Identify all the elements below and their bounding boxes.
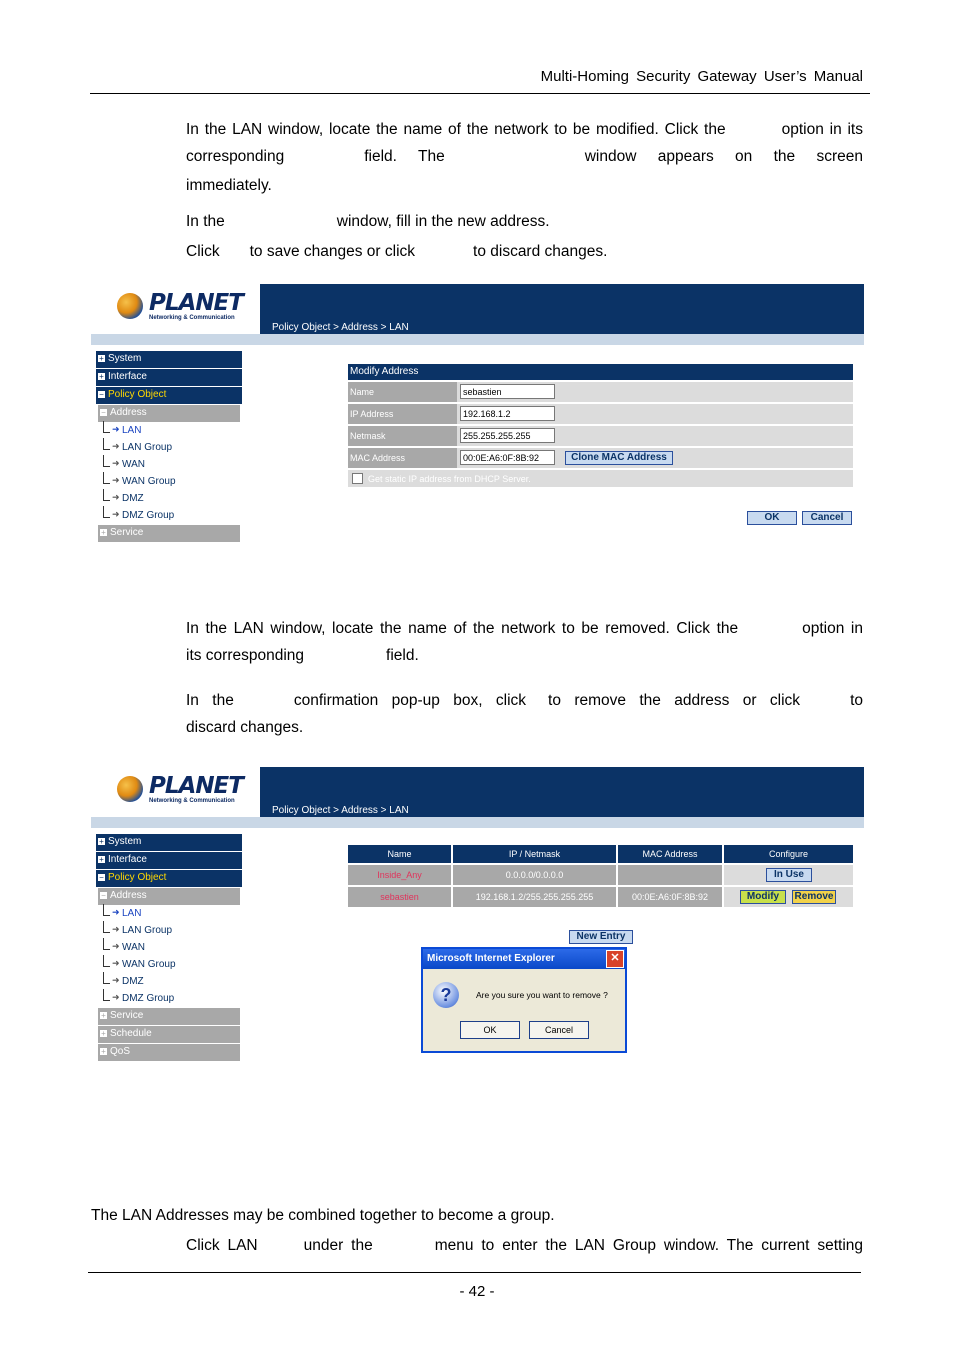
menu-item-system[interactable]	[96, 351, 242, 368]
cell-name: sebastien	[348, 887, 451, 907]
name-input[interactable]: sebastien	[460, 384, 555, 399]
collapse-icon: −	[99, 390, 104, 399]
cell-ip: 192.168.1.2/255.255.255.255	[453, 887, 616, 907]
submenu-wan-group[interactable]	[96, 474, 242, 491]
submenu-wan[interactable]	[96, 457, 242, 474]
table-row	[348, 887, 853, 907]
modify-button[interactable]: Modify	[740, 890, 786, 904]
label: Service	[110, 527, 144, 538]
menu-item-address[interactable]	[98, 405, 240, 422]
text: menu to enter the LAN Group window. The current setting	[434, 1237, 864, 1254]
label: WAN	[122, 942, 145, 953]
tree-line	[103, 972, 110, 984]
breadcrumb: Policy Object > Address > LAN	[272, 322, 409, 333]
submenu-dmz-group[interactable]	[96, 508, 242, 525]
in-use-button[interactable]: In Use	[766, 868, 812, 882]
logo-subtitle: Networking & Communication	[149, 315, 235, 321]
arrow-right-icon: ➜	[112, 975, 120, 985]
dialog-titlebar	[423, 949, 625, 969]
text: to remove the address or click	[548, 692, 801, 709]
submenu-dmz[interactable]	[96, 974, 242, 991]
arrow-right-icon: ➜	[112, 458, 120, 468]
menu-item-policy-object[interactable]	[96, 387, 242, 404]
text: to discard changes.	[473, 243, 608, 260]
cell-configure	[724, 887, 853, 907]
tree-line	[103, 472, 110, 484]
new-entry-button[interactable]: New Entry	[569, 930, 633, 944]
dialog-title: Microsoft Internet Explorer	[427, 953, 555, 964]
expand-icon: +	[99, 372, 104, 381]
planet-logo	[91, 284, 260, 334]
menu-item-service[interactable]	[98, 1008, 240, 1025]
submenu-lan-group[interactable]	[96, 440, 242, 457]
text: In the LAN window, locate the name of the network to be removed. Click the	[186, 620, 739, 637]
question-icon: ?	[433, 982, 459, 1008]
screenshot-remove-address	[91, 767, 864, 1067]
paragraph-remove-line2	[186, 642, 419, 669]
cell-configure	[724, 865, 853, 885]
column-header: Configure	[724, 845, 853, 863]
dialog-cancel-button[interactable]: Cancel	[529, 1021, 589, 1039]
text: Click LAN	[186, 1237, 258, 1254]
dhcp-checkbox[interactable]	[352, 473, 363, 484]
collapse-icon: −	[101, 891, 106, 900]
submenu-dmz[interactable]	[96, 491, 242, 508]
menu-item-schedule[interactable]	[98, 1026, 240, 1043]
text: its corresponding	[186, 647, 305, 664]
row-mac-address	[348, 448, 853, 468]
label: Service	[110, 1010, 144, 1021]
arrow-right-icon: ➜	[112, 509, 120, 519]
paragraph-confirm-line2: discard changes.	[186, 719, 304, 736]
text: confirmation pop-up box, click	[293, 692, 527, 709]
text: Modify Address	[350, 366, 419, 377]
text: option in	[802, 620, 863, 637]
expand-icon: +	[99, 855, 104, 864]
row-ip-address	[348, 404, 853, 424]
expand-icon: +	[99, 837, 104, 846]
globe-icon	[117, 776, 143, 802]
submenu-lan-group[interactable]	[96, 923, 242, 940]
label: Address	[110, 407, 147, 418]
text: In the	[186, 692, 234, 709]
label: Interface	[108, 854, 147, 865]
label: IP Address	[350, 409, 394, 419]
text: In the LAN window, locate the name of the network to be modified. Click the	[186, 121, 726, 138]
table-header	[348, 845, 853, 863]
sidebar-menu	[96, 351, 242, 543]
arrow-right-icon: ➜	[112, 941, 120, 951]
dialog-ok-button[interactable]: OK	[460, 1021, 520, 1039]
tree-line	[103, 904, 110, 916]
label: Policy Object	[108, 872, 167, 883]
text: Click	[186, 243, 220, 260]
tree-line	[103, 921, 110, 933]
label: WAN	[122, 459, 145, 470]
arrow-right-icon: ➜	[112, 992, 120, 1002]
menu-item-address[interactable]	[98, 888, 240, 905]
close-icon[interactable]: ✕	[606, 950, 624, 968]
logo-subtitle: Networking & Communication	[149, 798, 235, 804]
planet-logo	[91, 767, 260, 817]
text: window appears on the screen	[584, 148, 863, 165]
row-name	[348, 382, 853, 402]
collapse-icon: −	[99, 873, 104, 882]
label: LAN Group	[122, 925, 173, 936]
submenu-dmz-group[interactable]	[96, 991, 242, 1008]
ip-address-input[interactable]: 192.168.1.2	[460, 406, 555, 421]
ok-button[interactable]: OK	[747, 511, 797, 525]
lan-address-table	[348, 845, 853, 909]
label: DMZ	[122, 976, 144, 987]
logo-text: PLANET	[149, 773, 243, 799]
label: LAN	[122, 908, 142, 919]
modify-address-form	[348, 364, 853, 489]
paragraph-confirm-line1	[186, 687, 863, 714]
clone-mac-button[interactable]: Clone MAC Address	[565, 451, 673, 465]
arrow-right-icon: ➜	[112, 424, 120, 434]
globe-icon	[117, 293, 143, 319]
submenu-lan[interactable]	[96, 906, 242, 923]
label: WAN Group	[122, 476, 176, 487]
label: Interface	[108, 371, 147, 382]
cell-name: Inside_Any	[348, 865, 451, 885]
screenshot-modify-address	[91, 284, 864, 549]
label: System	[108, 836, 142, 847]
label: DMZ Group	[122, 993, 175, 1004]
expand-icon: +	[101, 1011, 106, 1020]
label: Netmask	[350, 431, 386, 441]
arrow-right-icon: ➜	[112, 441, 120, 451]
text: In the	[186, 213, 225, 230]
label: LAN	[122, 425, 142, 436]
tree-line	[103, 489, 110, 501]
column-header: IP / Netmask	[453, 845, 616, 863]
text: option in its	[781, 121, 863, 138]
arrow-right-icon: ➜	[112, 475, 120, 485]
collapse-icon: −	[101, 408, 106, 417]
menu-item-service[interactable]	[98, 525, 240, 542]
sidebar-menu	[96, 834, 242, 1062]
menu-item-policy-object[interactable]	[96, 870, 242, 887]
label: System	[108, 353, 142, 364]
table-row	[348, 865, 853, 885]
menu-item-qos[interactable]	[98, 1044, 240, 1061]
label: QoS	[110, 1046, 131, 1057]
menu-item-system[interactable]	[96, 834, 242, 851]
row-netmask	[348, 426, 853, 446]
column-header: MAC Address	[618, 845, 722, 863]
label: Policy Object	[108, 389, 167, 400]
menu-item-interface[interactable]	[96, 852, 242, 869]
paragraph-save	[186, 238, 607, 265]
submenu-lan[interactable]	[96, 423, 242, 440]
expand-icon: +	[101, 1047, 106, 1056]
menu-item-interface[interactable]	[96, 369, 242, 386]
header-banner	[260, 284, 864, 334]
mac-address-input[interactable]: 00:0E:A6:0F:8B:92	[460, 450, 555, 465]
text: field. The	[364, 148, 445, 165]
logo-text: PLANET	[149, 290, 243, 316]
header-banner	[260, 767, 864, 817]
text: field.	[386, 647, 419, 664]
header-strip	[91, 334, 864, 345]
form-title	[348, 364, 853, 380]
text: to	[850, 692, 863, 709]
tree-line	[103, 506, 110, 518]
paragraph-modify-line2	[186, 143, 863, 170]
expand-icon: +	[99, 354, 104, 363]
text: corresponding	[186, 148, 285, 165]
tree-line	[103, 438, 110, 450]
paragraph-modify-line3: immediately.	[186, 177, 272, 194]
text: to save changes or click	[249, 243, 416, 260]
header-strip	[91, 817, 864, 828]
label: MAC Address	[350, 453, 406, 463]
arrow-right-icon: ➜	[112, 924, 120, 934]
arrow-right-icon: ➜	[112, 907, 120, 917]
paragraph-group-intro: The LAN Addresses may be combined together to become a group.	[91, 1207, 555, 1224]
submenu-wan[interactable]	[96, 940, 242, 957]
dialog-message: Are you sure you want to remove ?	[476, 990, 608, 1000]
tree-line	[103, 455, 110, 467]
paragraph-remove-line1	[186, 615, 863, 642]
label: Address	[110, 890, 147, 901]
breadcrumb: Policy Object > Address > LAN	[272, 805, 409, 816]
footer-rule	[88, 1272, 861, 1273]
label: Schedule	[110, 1028, 152, 1039]
cancel-button[interactable]: Cancel	[802, 511, 852, 525]
cell-mac: 00:0E:A6:0F:8B:92	[618, 887, 722, 907]
column-header: Name	[348, 845, 451, 863]
page-number: - 42 -	[459, 1283, 495, 1300]
text: window, fill in the new address.	[336, 213, 550, 230]
arrow-right-icon: ➜	[112, 492, 120, 502]
arrow-right-icon: ➜	[112, 958, 120, 968]
tree-line	[103, 955, 110, 967]
paragraph-modify-line1	[186, 116, 863, 143]
label: Get static IP address from DHCP Server.	[368, 474, 531, 484]
label: DMZ	[122, 493, 144, 504]
tree-line	[103, 421, 110, 433]
cell-mac	[618, 865, 722, 885]
netmask-input[interactable]: 255.255.255.255	[460, 428, 555, 443]
header-rule	[90, 93, 870, 94]
label: WAN Group	[122, 959, 176, 970]
label: LAN Group	[122, 442, 173, 453]
expand-icon: +	[101, 1029, 106, 1038]
expand-icon: +	[101, 528, 106, 537]
confirm-dialog	[421, 947, 627, 1053]
label: Name	[350, 387, 375, 397]
row-dhcp	[348, 470, 853, 487]
cell-ip: 0.0.0.0/0.0.0.0	[453, 865, 616, 885]
remove-button[interactable]: Remove	[792, 890, 836, 904]
label: DMZ Group	[122, 510, 175, 521]
submenu-wan-group[interactable]	[96, 957, 242, 974]
paragraph-fill-address	[186, 208, 550, 235]
tree-line	[103, 938, 110, 950]
paragraph-lan-group	[186, 1232, 863, 1259]
text: under the	[303, 1237, 373, 1254]
tree-line	[103, 989, 110, 1001]
manual-title: Multi-Homing Security Gateway User’s Manual	[540, 68, 863, 85]
